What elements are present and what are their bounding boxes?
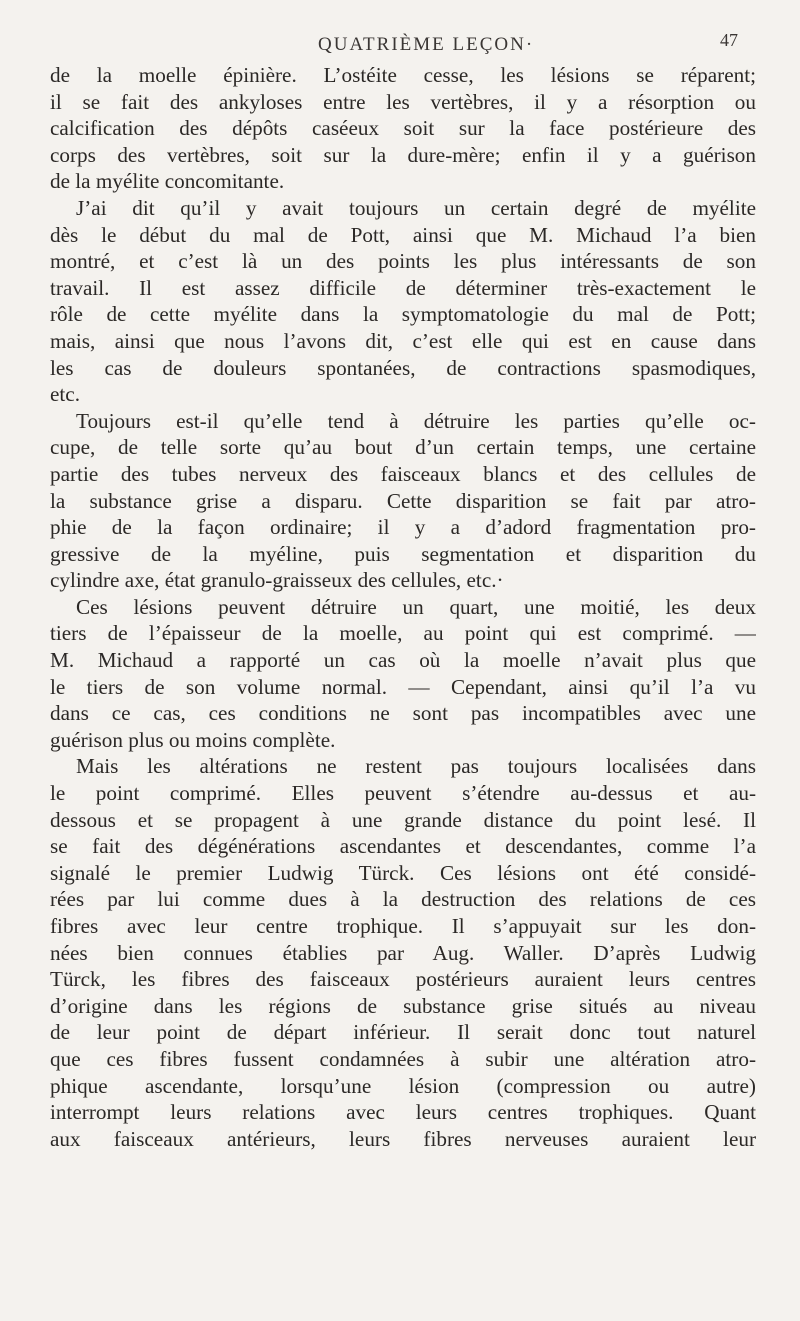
text-line: phie de la façon ordinaire; il y a d’adord fragmentation pro- bbox=[50, 515, 756, 540]
text-line: J’ai dit qu’il y avait toujours un certain degré de myélite bbox=[76, 195, 756, 220]
page-number: 47 bbox=[720, 30, 738, 50]
text-line: partie des tubes nerveux des faisceaux blancs et des cellules de bbox=[50, 461, 756, 486]
text-line: gressive de la myéline, puis segmentation et disparition du bbox=[50, 541, 756, 566]
text-line: le point comprimé. Elles peuvent s’étendre au-dessus et au- bbox=[50, 781, 756, 806]
text-line: Ces lésions peuvent détruire un quart, une moitié, les deux bbox=[76, 594, 756, 619]
text-line: travail. Il est assez difficile de déterminer très-exactement le bbox=[50, 275, 756, 300]
text-line: Türck, les fibres des faisceaux postérieurs auraient leurs centres bbox=[50, 967, 756, 992]
text-line: Toujours est-il qu’elle tend à détruire les parties qu’elle oc- bbox=[76, 408, 756, 433]
text-line: de la moelle épinière. L’ostéite cesse, les lésions se réparent; bbox=[50, 63, 756, 87]
text-line: dès le début du mal de Pott, ainsi que M. Michaud l’a bien bbox=[50, 222, 756, 247]
text-line: de leur point de départ inférieur. Il serait donc tout naturel bbox=[50, 1020, 756, 1045]
text-line: cylindre axe, état granulo-graisseux des cellules, etc.· bbox=[50, 568, 504, 593]
text-line: aux faisceaux antérieurs, leurs fibres nerveuses auraient leur bbox=[50, 1126, 756, 1151]
text-line: etc. bbox=[50, 382, 80, 407]
text-line: M. Michaud a rapporté un cas où la moelle n’avait plus que bbox=[50, 648, 756, 673]
text-line: que ces fibres fussent condamnées à subir une altération atro- bbox=[50, 1046, 756, 1071]
text-line: il se fait des ankyloses entre les vertèbres, il y a résorption ou bbox=[50, 89, 756, 114]
text-line: nées bien connues établies par Aug. Waller. D’après Ludwig bbox=[50, 940, 756, 965]
text-line: rôle de cette myélite dans la symptomatologie du mal de Pott; bbox=[50, 302, 756, 327]
text-line: mais, ainsi que nous l’avons dit, c’est elle qui est en cause dans bbox=[50, 328, 756, 353]
body-text bbox=[50, 62, 756, 1152]
text-line: interrompt leurs relations avec leurs centres trophiques. Quant bbox=[50, 1100, 756, 1125]
text-line: de la myélite concomitante. bbox=[50, 169, 285, 194]
text-line: la substance grise a disparu. Cette disparition se fait par atro- bbox=[50, 488, 756, 513]
text-line: le tiers de son volume normal. — Cependant, ainsi qu’il l’a vu bbox=[50, 674, 756, 699]
text-line: calcification des dépôts caséeux soit sur la face postérieure des bbox=[50, 116, 756, 141]
running-head bbox=[0, 30, 800, 62]
text-line: d’origine dans les régions de substance grise situés au niveau bbox=[50, 993, 756, 1018]
text-line: signalé le premier Ludwig Türck. Ces lésions ont été considé- bbox=[50, 860, 756, 885]
text-line: phique ascendante, lorsqu’une lésion (compression ou autre) bbox=[50, 1073, 756, 1098]
text-line: fibres avec leur centre trophique. Il s’appuyait sur les don- bbox=[50, 914, 756, 938]
text-line: dans ce cas, ces conditions ne sont pas incompatibles avec une bbox=[50, 701, 756, 726]
text-line: Mais les altérations ne restent pas toujours localisées dans bbox=[76, 754, 756, 779]
text-line: se fait des dégénérations ascendantes et descendantes, comme l’a bbox=[50, 834, 756, 859]
text-line: montré, et c’est là un des points les plus intéressants de son bbox=[50, 249, 756, 274]
text-line: cupe, de telle sorte qu’au bout d’un certain temps, une certaine bbox=[50, 435, 756, 460]
text-line: dessous et se propagent à une grande distance du point lesé. Il bbox=[50, 807, 756, 832]
text-line: guérison plus ou moins complète. bbox=[50, 727, 336, 752]
text-line: les cas de douleurs spontanées, de contractions spasmodiques, bbox=[50, 355, 756, 380]
text-line: corps des vertèbres, soit sur la dure-mère; enfin il y a guérison bbox=[50, 142, 756, 167]
running-title: QUATRIÈME LEÇON· bbox=[318, 34, 535, 55]
text-line: tiers de l’épaisseur de la moelle, au point qui est comprimé. — bbox=[50, 621, 756, 646]
text-line: rées par lui comme dues à la destruction des relations de ces bbox=[50, 887, 756, 912]
